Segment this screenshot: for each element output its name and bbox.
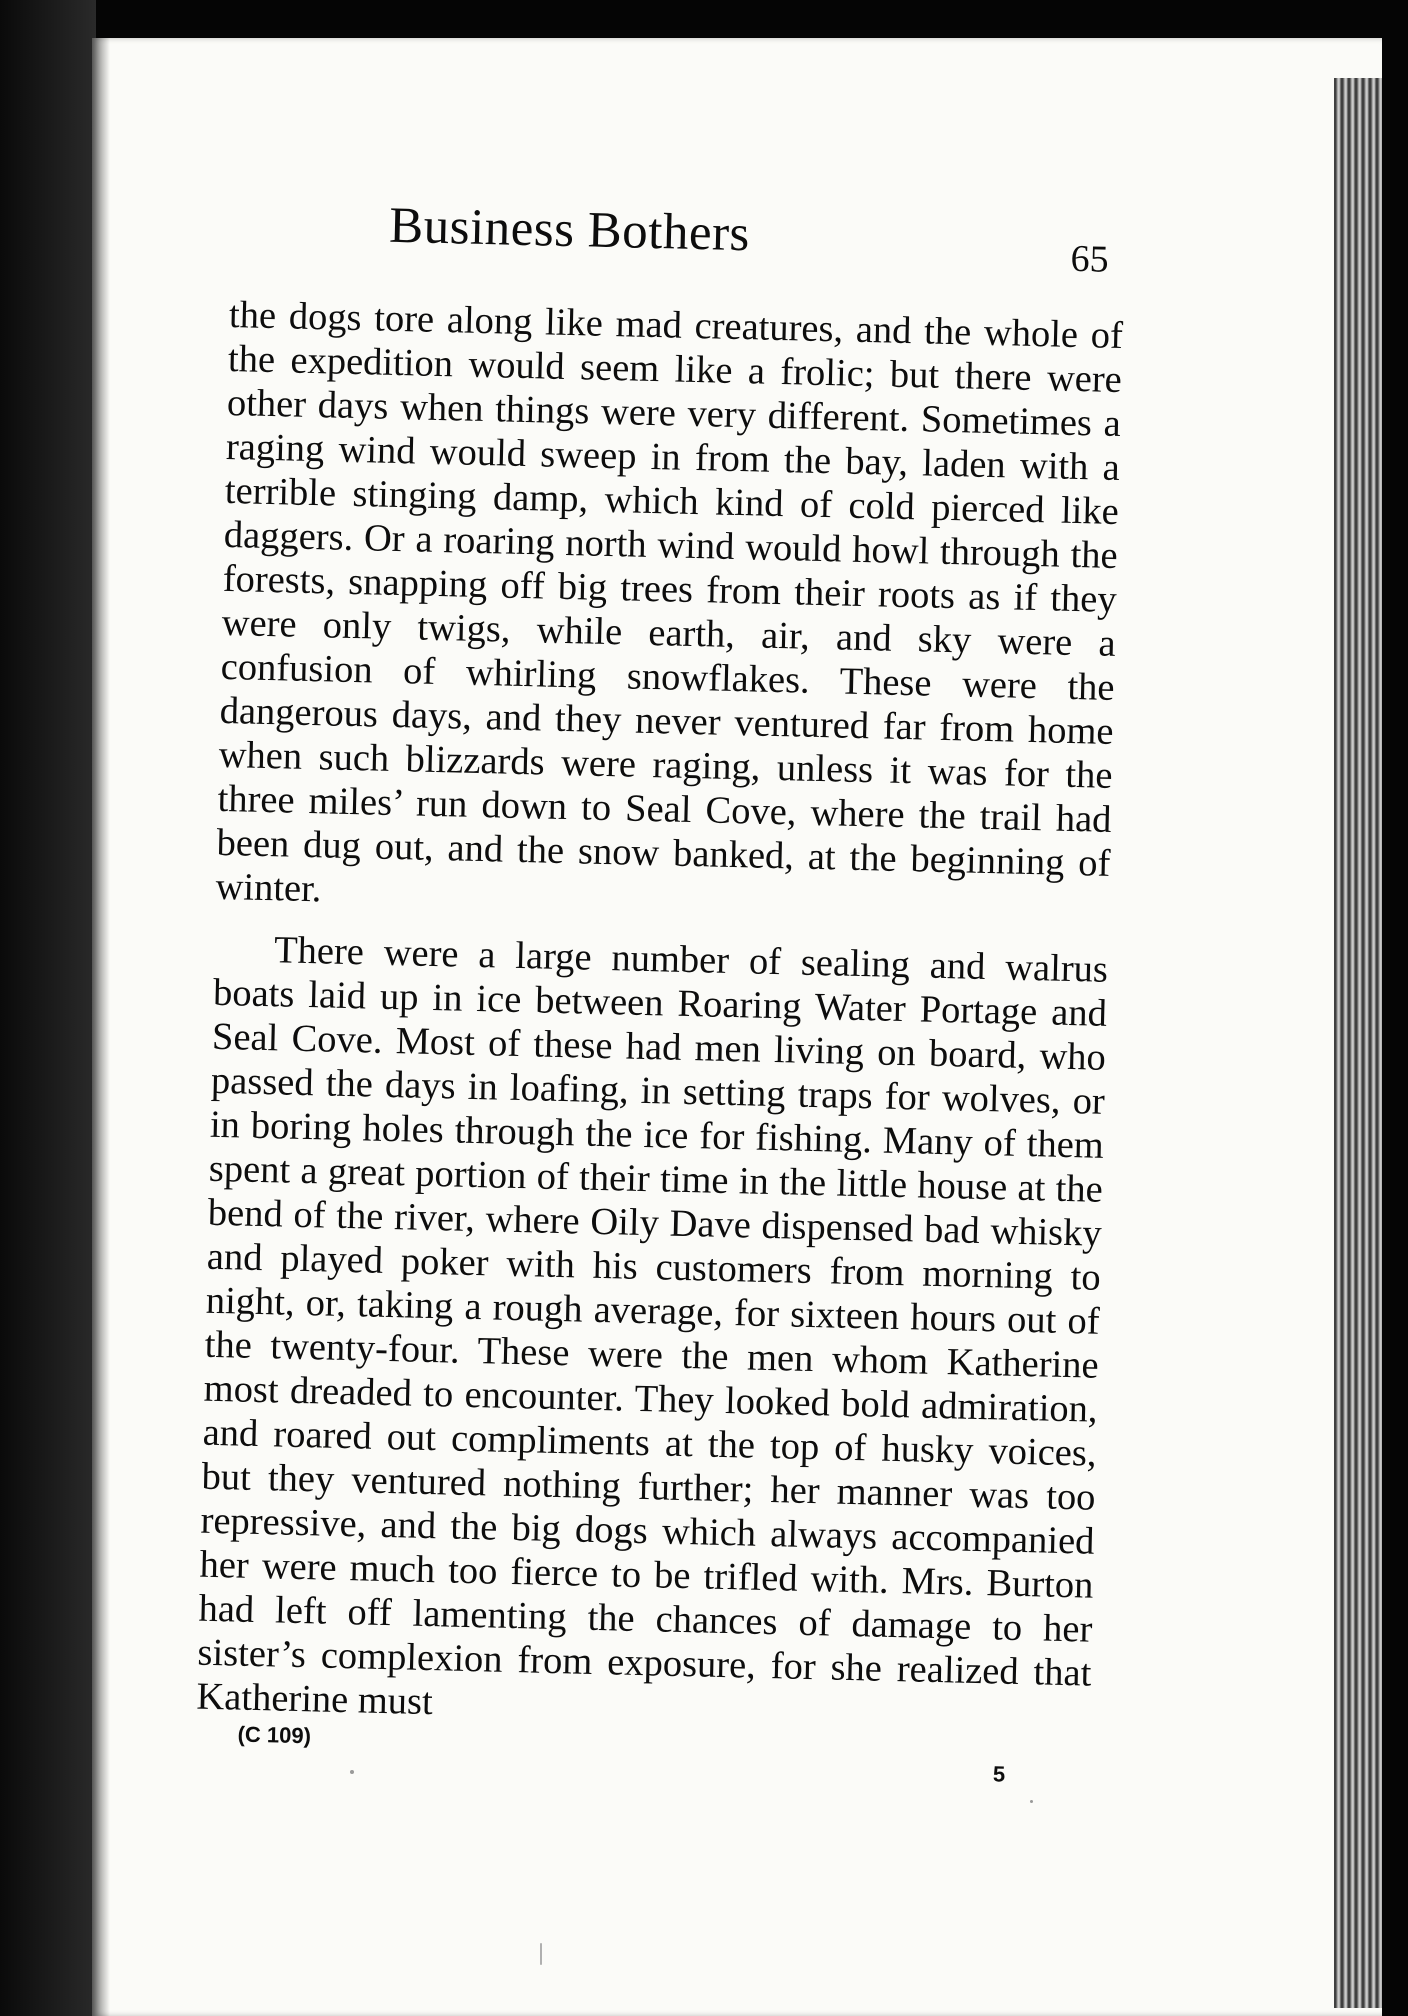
dust-speck — [350, 1770, 354, 1774]
paragraph-continued: the dogs tore along like mad creatures, and the whole of the expedition would seem like a frolic; but there were other days when things were very different. Sometimes a raging wind would sweep in from the bay, laden with a terrible stinging damp, which kind of cold pierced like daggers. Or a roaring north wind would howl through the forests, snapping off big trees from their roots as if they were only twigs, while earth, air, and sky were a confusion of whirling snowflakes. These were the dangerous days, and they never ventured far from home when such blizzards were raging, unless it was for the three miles’ run down to Seal Cove, where the trail had been dug out, and the snow banked, at the beginning of winter. — [215, 293, 1124, 911]
dust-speck — [540, 1943, 542, 1965]
page-number: 65 — [1070, 237, 1110, 281]
printed-text-block — [67, 190, 1124, 1787]
running-head-title: Business Bothers — [388, 197, 751, 263]
page-edges — [1334, 78, 1382, 2008]
signature-mark: 5 — [992, 1761, 1006, 1787]
body-text — [196, 293, 1123, 1740]
paragraph: There were a large number of sealing and walrus boats laid up in ice between Roaring Water Portage and Seal Cove. Most of these had men living on board, who passed the days in loafing, in setting traps for wolves, or in boring holes through the ice for fishing. Many of them spent a great portion of their time in the little house at the bend of the river, where Oily Dave dispensed bad whisky and played poker with his customers from morning to night, or, taking a rough average, for sixteen hours out of the twenty-four. These were the men whom Katherine most dreaded to encounter. They looked bold admiration, and roared out compliments at the top of husky voices, but they ventured nothing further; her manner was too repressive, and the big dogs which always accompanied her were much too fierce to be trifled with. Mrs. Burton had left off lamenting the chances of damage to her sister’s complexion from exposure, for she realized that Katherine must — [196, 929, 1109, 1724]
printer-code: (C 109) — [237, 1721, 312, 1749]
dust-speck — [1030, 1800, 1033, 1803]
